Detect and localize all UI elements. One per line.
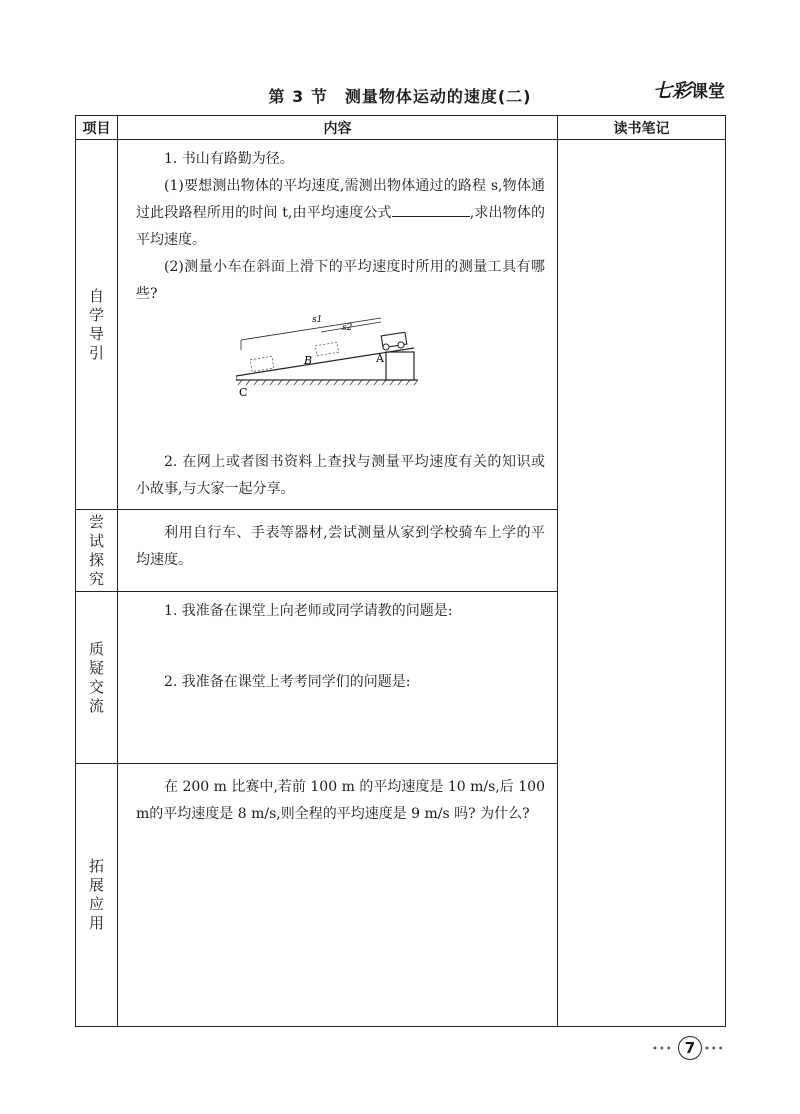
- paragraph: 2. 在网上或者图书资料上查找与测量平均速度有关的知识或小故事,与大家一起分享。: [136, 454, 545, 497]
- paragraph: (2)测量小车在斜面上滑下的平均速度时所用的测量工具有哪些?: [136, 259, 545, 302]
- brand-suffix: 课堂: [691, 82, 725, 102]
- dots-left: •••: [652, 1044, 673, 1055]
- paragraph: 利用自行车、手表等器材,尝试测量从家到学校骑车上学的平均速度。: [136, 525, 545, 568]
- label-b: B: [304, 354, 313, 367]
- section-label: 质疑交流: [76, 592, 118, 764]
- page-number: 7: [678, 1036, 702, 1060]
- section-self-study: [76, 140, 726, 510]
- incline-figure: [136, 314, 545, 419]
- paragraph: 在 200 m 比赛中,若前 100 m 的平均速度是 10 m/s,后 100 m的平均速度是 8 m/s,则全程的平均速度是 9 m/s 吗? 为什么?: [136, 779, 545, 822]
- section-label: 尝试探究: [76, 510, 118, 592]
- paragraph: 1. 我准备在课堂上向老师或同学请教的问题是:: [164, 603, 453, 619]
- section-label: 自学导引: [76, 140, 118, 510]
- dots-right: •••: [704, 1044, 725, 1055]
- brand-name: 七彩: [652, 80, 691, 102]
- section-content: [118, 140, 558, 510]
- col-header-content: 内容: [118, 116, 558, 140]
- paragraph: 1. 书山有路勤为径。: [164, 151, 294, 167]
- label-s2: s2: [342, 323, 353, 333]
- label-s1: s1: [312, 315, 323, 325]
- section-content: [118, 592, 558, 764]
- answer-blank[interactable]: [392, 201, 470, 217]
- col-header-item: 项目: [76, 116, 118, 140]
- study-table: [75, 115, 726, 1027]
- page-number-badge: [652, 1036, 725, 1060]
- col-header-notes: 读书笔记: [558, 116, 726, 140]
- label-c: C: [239, 386, 248, 399]
- paragraph: (1)要想测出物体的平均速度,需测出物体通过的路程 s,物体通过此段路程所用的时间 t,由平均速度公式 ,求出物体的平均速度。: [136, 178, 546, 248]
- notes-column[interactable]: [558, 140, 726, 1027]
- section-content: [118, 510, 558, 592]
- incline-diagram: [236, 314, 436, 404]
- label-a: A: [376, 352, 384, 365]
- section-label: 拓展应用: [76, 764, 118, 1027]
- page-header: [75, 82, 725, 112]
- paragraph: 2. 我准备在课堂上考考同学们的问题是:: [164, 674, 411, 690]
- section-content: [118, 764, 558, 1027]
- table-header-row: [76, 116, 726, 140]
- brand-logo: [653, 76, 725, 103]
- page-title: 第 3 节 测量物体运动的速度(二): [268, 87, 532, 106]
